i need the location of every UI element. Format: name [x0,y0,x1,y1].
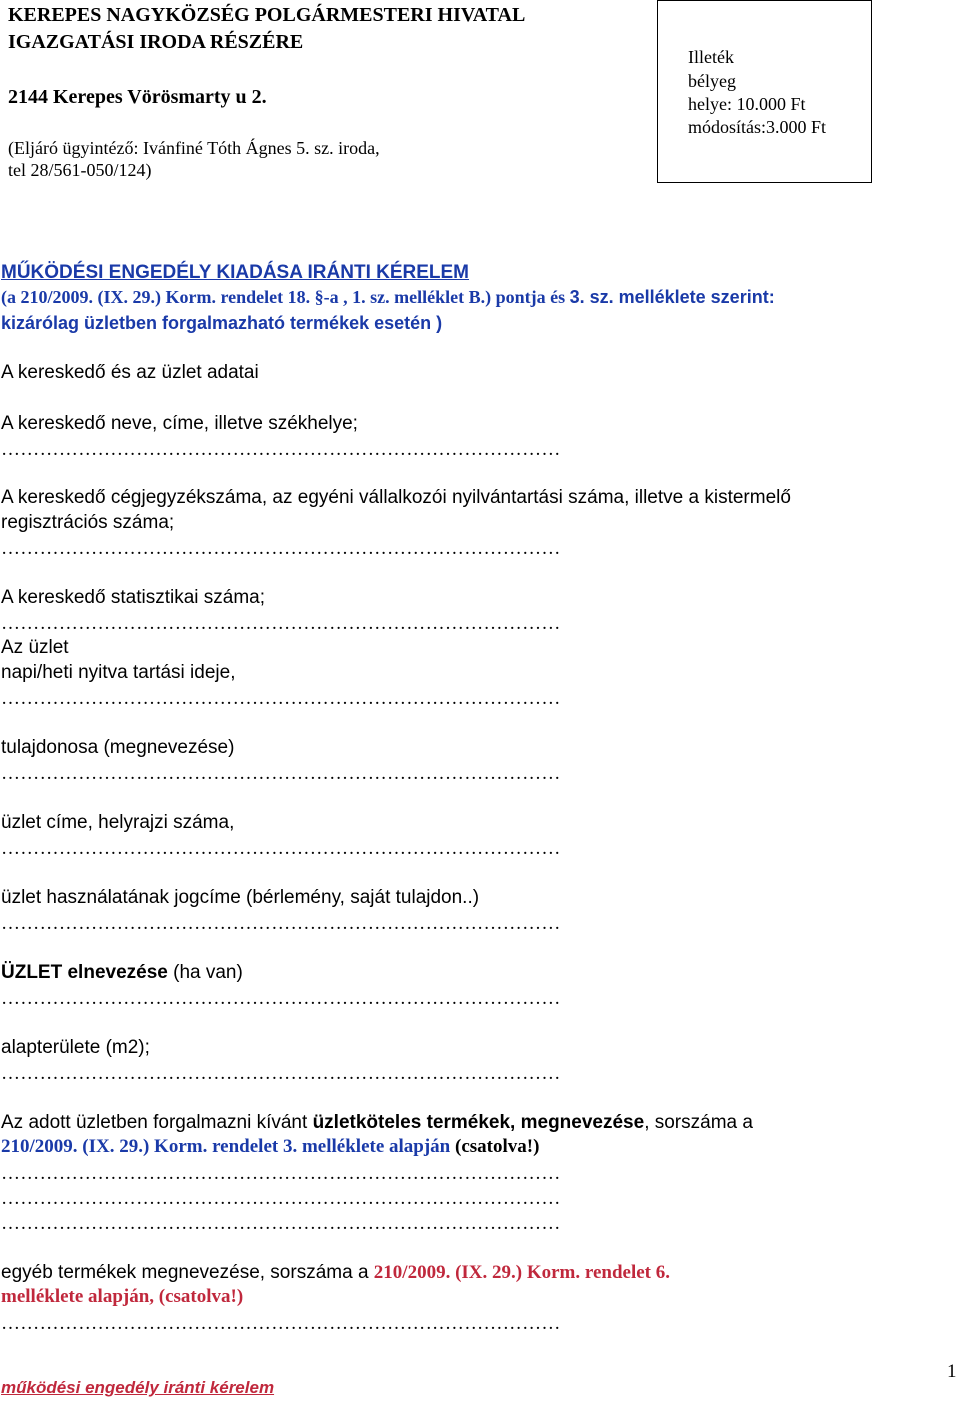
owner-label: tulajdonosa (megnevezése) [1,737,235,758]
statistical-number-input[interactable]: …………………………………………………………………………… [1,613,561,634]
shop-name-input[interactable]: …………………………………………………………………………… [1,988,561,1009]
contact-line1: (Eljáró ügyintéző: Ivánfiné Tóth Ágnes 5. sz. iroda, [8,138,380,158]
licensed-products-text-a: Az adott üzletben forgalmazni kívánt [1,1112,313,1133]
other-products-text: egyéb termékek megnevezése, sorszáma a [1,1262,374,1283]
subtitle-annex-ref: 3. sz. melléklete szerint: [569,287,775,307]
subtitle-regulation-ref: (a 210/2009. (IX. 29.) Korm. rendelet 18. §-a , 1. sz. melléklet B.) pontja és [1,287,570,307]
licensed-products-input-3[interactable]: …………………………………………………………………………… [1,1213,561,1234]
area-label: alapterülete (m2); [1,1037,150,1058]
licensed-products-attached: (csatolva!) [455,1136,540,1157]
licensed-products-text-b: üzletköteles termékek, megnevezése [312,1112,645,1133]
office-address: 2144 Kerepes Vörösmarty u 2. [8,86,267,108]
other-products-label-line2: melléklete alapján, (csatolva!) [1,1286,244,1307]
trader-name-input[interactable]: …………………………………………………………………………… [1,439,561,460]
stamp-line1: Illeték [688,47,734,67]
shop-name-label [1,962,243,984]
opening-hours-label: napi/heti nyitva tartási ideje, [1,662,236,683]
office-name-line1: KEREPES NAGYKÖZSÉG POLGÁRMESTERI HIVATAL [8,4,526,26]
owner-input[interactable]: …………………………………………………………………………… [1,763,561,784]
registry-number-label-line1: A kereskedő cégjegyzékszáma, az egyéni vállalkozói nyilvántartási száma, illetve a kistermelő [1,487,791,508]
section-heading: A kereskedő és az üzlet adatai [1,362,259,383]
usage-title-input[interactable]: …………………………………………………………………………… [1,913,561,934]
licensed-products-regulation: 210/2009. (IX. 29.) Korm. rendelet 3. melléklete alapján [1,1136,455,1157]
licensed-products-label-line1 [1,1112,753,1134]
trader-name-label: A kereskedő neve, címe, illetve székhelye; [1,413,358,434]
shop-label: Az üzlet [1,637,69,658]
footer-label: működési engedély iránti kérelem [1,1378,275,1397]
licensed-products-input-2[interactable]: …………………………………………………………………………… [1,1188,561,1209]
opening-hours-input[interactable]: …………………………………………………………………………… [1,688,561,709]
stamp-line2: bélyeg [688,71,736,91]
contact-line2: tel 28/561-050/124) [8,160,152,180]
office-name-line2: IGAZGATÁSI IRODA RÉSZÉRE [8,31,304,53]
registry-number-label-line2: regisztrációs száma; [1,512,175,533]
shop-address-label: üzlet címe, helyrajzi száma, [1,812,235,833]
stamp-fee: helye: 10.000 Ft [688,94,806,114]
usage-title-label: üzlet használatának jogcíme (bérlemény, saját tulajdon..) [1,887,480,908]
other-products-label-line1 [1,1262,670,1284]
licensed-products-input-1[interactable]: …………………………………………………………………………… [1,1163,561,1184]
shop-address-input[interactable]: …………………………………………………………………………… [1,838,561,859]
shop-name-label-bold: ÜZLET elnevezése [1,962,168,983]
area-input[interactable]: …………………………………………………………………………… [1,1063,561,1084]
licensed-products-label-line2 [1,1136,539,1158]
form-title: MŰKÖDÉSI ENGEDÉLY KIADÁSA IRÁNTI KÉRELEM [1,262,470,283]
form-subtitle-line1 [1,287,775,308]
stamp-box [657,0,872,183]
page-number: 1 [947,1361,957,1382]
other-products-regulation: 210/2009. (IX. 29.) Korm. rendelet 6. [373,1262,671,1283]
form-subtitle-line2: kizárólag üzletben forgalmazható termékek esetén ) [1,313,443,333]
statistical-number-label: A kereskedő statisztikai száma; [1,587,265,608]
shop-name-label-rest: (ha van) [167,962,243,983]
licensed-products-text-c: , sorszáma a [644,1112,753,1133]
other-products-input[interactable]: …………………………………………………………………………… [1,1313,561,1334]
stamp-modification-fee: módosítás:3.000 Ft [688,117,827,137]
registry-number-input[interactable]: …………………………………………………………………………… [1,538,561,559]
